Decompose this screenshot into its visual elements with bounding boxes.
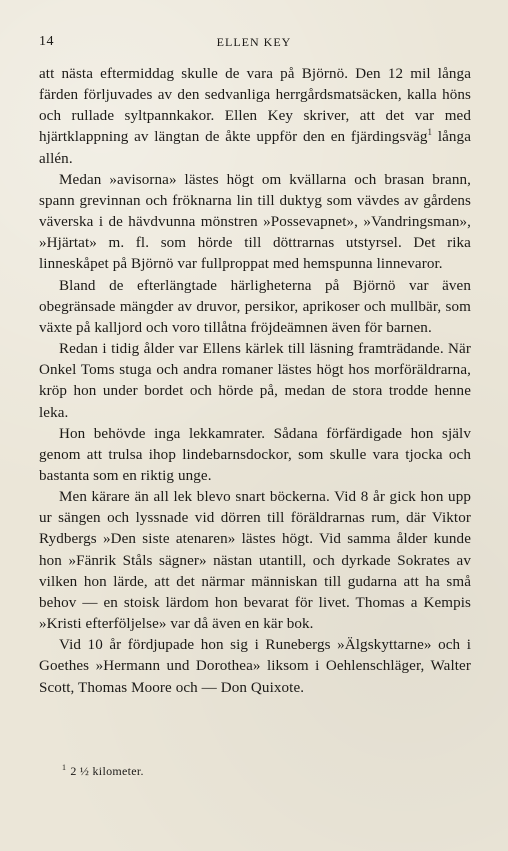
footnote — [62, 764, 144, 779]
footnote-reference-marker: 1 — [427, 127, 433, 138]
footnote-text: 2 ½ kilometer. — [70, 764, 144, 778]
body-text — [39, 64, 471, 699]
paragraph-1-text-start: att nästa eftermiddag skulle de vara på Björnö. Den 12 mil långa färden förljuvades av den sedvanliga herrgårdsmatsäcken, kalla höns och rullade syltpannkakor. Ellen Key skriver, att det var med hjärtklappning av längtan de åkte uppför den en fjärdingsväg — [39, 66, 471, 146]
paragraph-1 — [39, 64, 471, 170]
page-number: 14 — [39, 34, 54, 49]
paragraph-4: Redan i tidig ålder var Ellens kärlek till läsning framträdande. När Onkel Toms stuga och andra romaner lästes högt hos morföräldrarna, kröp hon under bordet och hörde på, medan de stora trodde henne leka. — [39, 341, 471, 421]
running-head: ELLEN KEY — [216, 35, 292, 49]
paragraph-5: Hon behövde inga lekkamrater. Sådana förfärdigade hon själv genom att trulsa ihop lindebarnsdockor, som skulle vara tjocka och bastanta som en riktig unge. — [39, 425, 471, 484]
paragraph-1-text-end: långa allén. — [39, 129, 471, 167]
page-header — [39, 34, 469, 52]
paragraph-2: Medan »avisorna» lästes högt om kvällarna och brasan brann, spann grevinnan och fröknarna lin till duktyg som vävdes av gårdens väverska i de hävdvunna mönstren »Possevapnet», »Vandringsman», »Hjärtat» m. fl. som hörde till döttrarnas utstyrsel. Det rika linneskåpet på Björnö var fullproppat med hemspunna linnevaror. — [39, 171, 471, 273]
paragraph-6: Men kärare än all lek blevo snart böckerna. Vid 8 år gick hon upp ur sängen och lyssnade vid dörren till föräldrarnas rum, där Viktor Rydbergs »Den siste atenaren» lästes högt. Vid samma ålder kunde hon »Fänrik Ståls sägner» nästan utantill, och dyrkade Sokrates av vilken hon lärde, att det närmar människan till gudarna att ha små behov — en stoisk lärdom hon bevarat för livet. Thomas a Kempis »Kristi efterföljelse» var då även en kär bok. — [39, 489, 471, 633]
footnote-marker: 1 — [62, 763, 67, 772]
paragraph-7: Vid 10 år fördjupade hon sig i Runebergs »Älgskyttarne» och i Goethes »Hermann und Dorothea» liksom i Oehlenschläger, Walter Scott, Thomas Moore och — Don Quixote. — [39, 637, 471, 696]
paragraph-3: Bland de efterlängtade härligheterna på Björnö var även obegränsade mängder av druvor, persikor, aprikoser och mullbär, som växte på kalljord och voro tillåtna fröjdeämnen även för barnen. — [39, 277, 471, 336]
